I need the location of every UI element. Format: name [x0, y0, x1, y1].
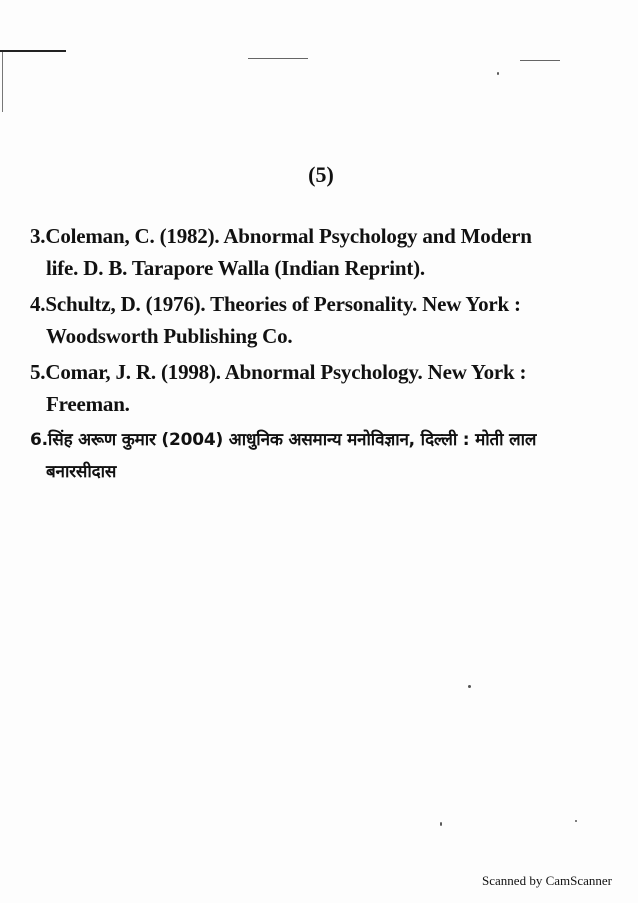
reference-number: 5.: [30, 360, 46, 384]
page-number: (5): [308, 162, 334, 187]
reference-line: सिंह अरूण कुमार (2004) आधुनिक असमान्य मनोविज्ञान, दिल्ली : मोती लाल: [47, 430, 537, 450]
reference-line: life. D. B. Tarapore Walla (Indian Reprint).: [46, 256, 425, 280]
scan-artifact: [248, 58, 308, 59]
reference-line: Schultz, D. (1976). Theories of Personality. New York :: [45, 292, 521, 316]
scan-artifact: [520, 60, 560, 61]
scan-artifact: [575, 820, 577, 822]
reference-number: 6.: [30, 430, 48, 450]
reference-line: बनारसीदास: [46, 462, 117, 482]
reference-number: 3.: [30, 224, 46, 248]
reference-line: Comar, J. R. (1998). Abnormal Psychology. New York :: [45, 360, 527, 384]
reference-item: [30, 220, 630, 284]
reference-item: [30, 424, 630, 488]
reference-number: 4.: [30, 292, 46, 316]
scan-edge-mark: [2, 52, 3, 112]
reference-line: Woodsworth Publishing Co.: [46, 324, 293, 348]
scan-artifact: [440, 822, 442, 826]
scan-edge-mark: [0, 50, 66, 52]
reference-item: [30, 356, 630, 420]
reference-list: [30, 220, 630, 492]
scanner-watermark: Scanned by CamScanner: [482, 873, 612, 888]
reference-item: [30, 288, 630, 352]
scan-artifact: [497, 72, 499, 75]
reference-line: Freeman.: [46, 392, 130, 416]
scan-artifact: [468, 685, 471, 688]
reference-line: Coleman, C. (1982). Abnormal Psychology and Modern: [45, 224, 532, 248]
